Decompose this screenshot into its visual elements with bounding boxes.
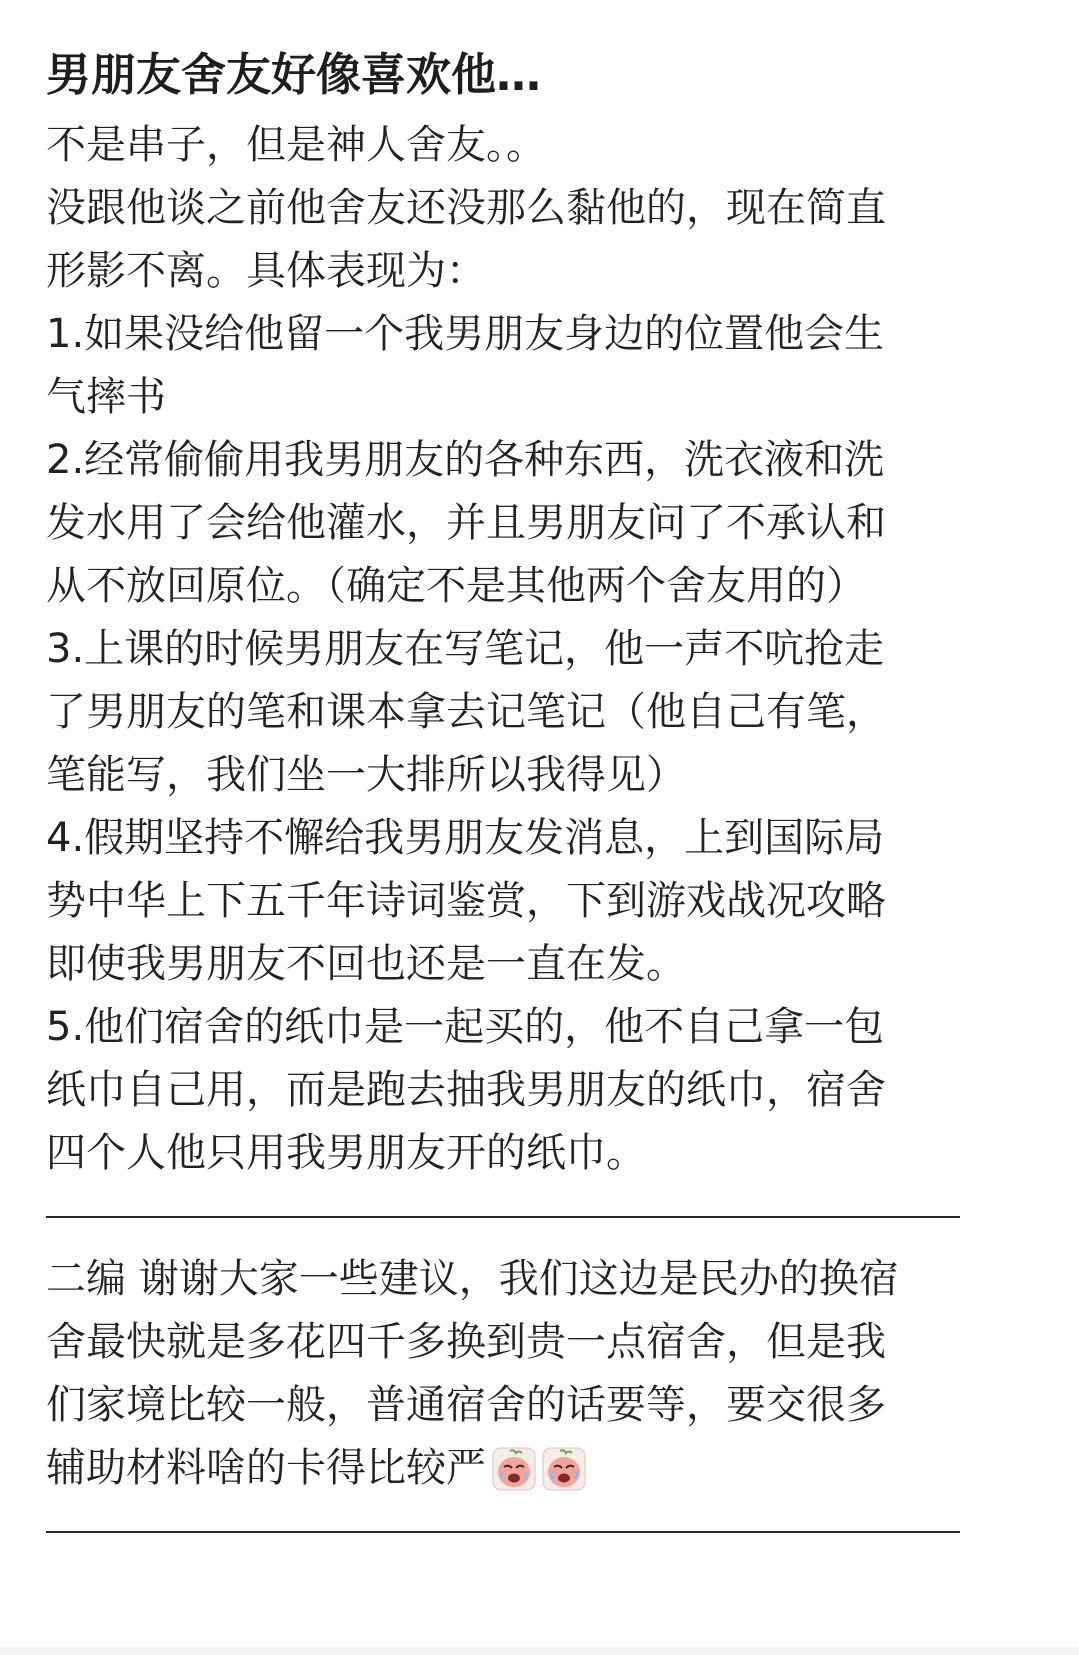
divider-rule bbox=[46, 1531, 960, 1533]
body-line: 即使我男朋友不回也还是一直在发。 bbox=[46, 941, 686, 987]
body-line: 形影不离。具体表现为： bbox=[46, 248, 486, 294]
body-line: 气摔书 bbox=[46, 374, 166, 420]
body-line: 2.经常偷偷用我男朋友的各种东西，洗衣液和洗 bbox=[46, 437, 885, 483]
bottom-strip bbox=[0, 1647, 1079, 1655]
crying-face-icon bbox=[492, 1447, 536, 1491]
divider-line bbox=[46, 1500, 1046, 1563]
body-line: 势中华上下五千年诗词鉴赏，下到游戏战况攻略 bbox=[46, 878, 886, 924]
body-line: 5.他们宿舍的纸巾是一起买的，他不自己拿一包 bbox=[46, 1004, 885, 1050]
body-line: 4.假期坚持不懈给我男朋友发消息，上到国际局 bbox=[46, 815, 885, 861]
body-line: 纸巾自己用，而是跑去抽我男朋友的纸巾，宿舍 bbox=[46, 1067, 886, 1113]
body-line: 发水用了会给他灌水，并且男朋友问了不承认和 bbox=[46, 500, 886, 546]
body-line: 从不放回原位。（确定不是其他两个舍友用的） bbox=[46, 563, 866, 609]
body-line: 没跟他谈之前他舍友还没那么黏他的，现在简直 bbox=[46, 185, 886, 231]
body-line: 笔能写，我们坐一大排所以我得见） bbox=[46, 752, 686, 798]
edit-line-text: 辅助材料啥的卡得比较严 bbox=[46, 1445, 486, 1491]
body-line: 1.如果没给他留一个我男朋友身边的位置他会生 bbox=[46, 311, 885, 357]
divider-line bbox=[46, 1185, 1046, 1248]
post-title: 男朋友舍友好像喜欢他… bbox=[46, 48, 542, 101]
edit-line: 舍最快就是多花四千多换到贵一点宿舍，但是我 bbox=[46, 1319, 886, 1365]
body-line: 了男朋友的笔和课本拿去记笔记（他自己有笔， bbox=[46, 689, 886, 735]
divider-rule bbox=[46, 1216, 960, 1218]
post-body bbox=[46, 114, 1046, 1563]
crying-face-icon bbox=[542, 1447, 586, 1491]
edit-line-with-emoji bbox=[46, 1437, 1046, 1500]
body-line: 不是串子，但是神人舍友。。 bbox=[46, 122, 546, 168]
post bbox=[46, 40, 1046, 1563]
edit-line: 们家境比较一般，普通宿舍的话要等，要交很多 bbox=[46, 1382, 886, 1428]
body-line: 3.上课的时候男朋友在写笔记，他一声不吭抢走 bbox=[46, 626, 885, 672]
body-line: 四个人他只用我男朋友开的纸巾。 bbox=[46, 1130, 646, 1176]
edit-line: 二编 谢谢大家一些建议，我们这边是民办的换宿 bbox=[46, 1256, 899, 1302]
